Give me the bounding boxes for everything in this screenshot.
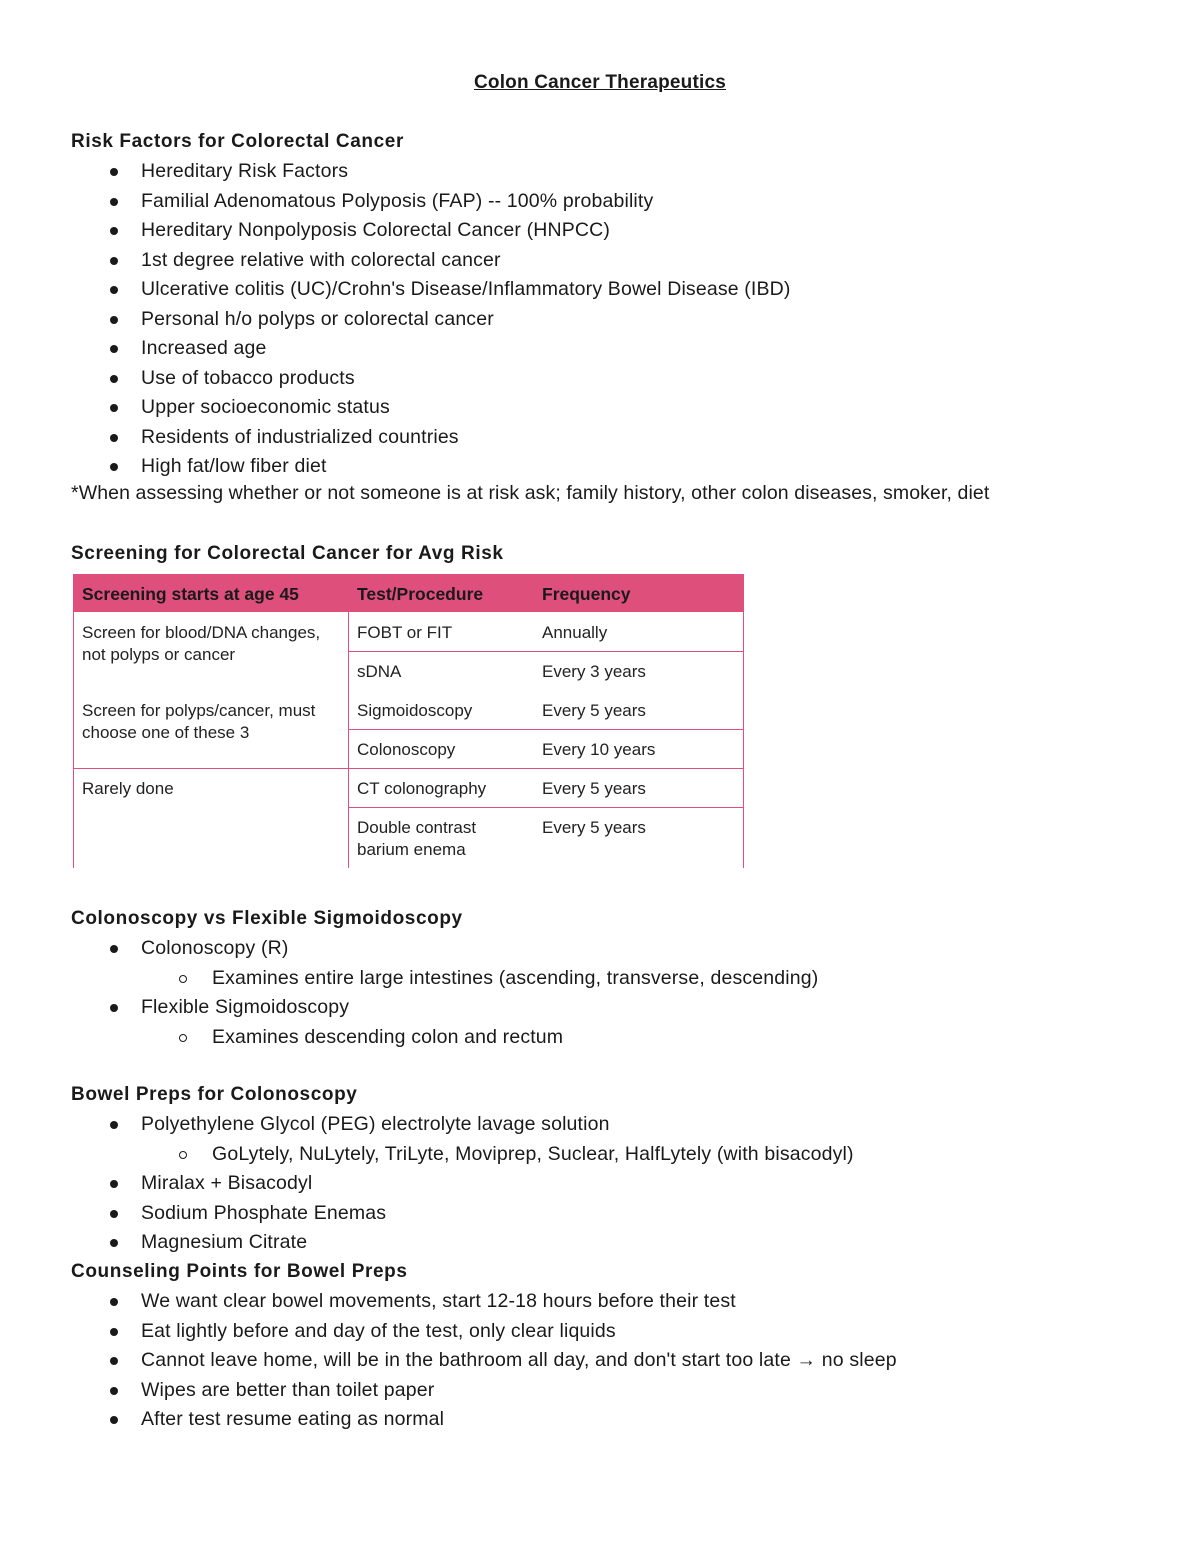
bullet-icon <box>110 1416 118 1424</box>
page-title: Colon Cancer Therapeutics <box>473 72 727 93</box>
list-item: We want clear bowel movements, start 12-18 hours before their test <box>71 1287 897 1317</box>
list-item: Familial Adenomatous Polyposis (FAP) -- 100% probability <box>71 187 791 217</box>
counseling-heading: Counseling Points for Bowel Preps <box>71 1261 408 1282</box>
bullet-icon <box>110 1357 118 1365</box>
sub-bullet-icon <box>179 975 187 983</box>
bullet-icon <box>110 345 118 353</box>
bullet-icon <box>110 1387 118 1395</box>
list-item: Increased age <box>71 334 791 364</box>
test-cell: Sigmoidoscopy <box>357 701 473 720</box>
bowel-preps-heading: Bowel Preps for Colonoscopy <box>71 1084 358 1105</box>
bullet-icon <box>110 463 118 471</box>
list-item: Hereditary Risk Factors <box>71 157 791 187</box>
sub-bullet-icon <box>179 1034 187 1042</box>
list-item: Flexible Sigmoidoscopy <box>71 993 818 1023</box>
list-item: 1st degree relative with colorectal cancer <box>71 246 791 276</box>
list-item: Magnesium Citrate <box>71 1228 854 1258</box>
sub-bullet-icon <box>179 1151 187 1159</box>
bullet-icon <box>110 1239 118 1247</box>
test-cell: FOBT or FIT <box>357 623 453 642</box>
colonoscopy-vs-list <box>71 934 818 1052</box>
screening-table <box>73 574 744 868</box>
risk-factors-list <box>71 157 791 482</box>
bullet-icon <box>110 316 118 324</box>
bullet-icon <box>110 1328 118 1336</box>
frequency-cell: Every 10 years <box>542 740 656 759</box>
list-item: Upper socioeconomic status <box>71 393 791 423</box>
colonoscopy-vs-heading: Colonoscopy vs Flexible Sigmoidoscopy <box>71 908 463 929</box>
list-item: Sodium Phosphate Enemas <box>71 1199 854 1229</box>
column-header: Frequency <box>542 584 631 604</box>
table-border <box>348 729 744 730</box>
bullet-icon <box>110 1298 118 1306</box>
bullet-icon <box>110 375 118 383</box>
bullet-icon <box>110 227 118 235</box>
bullet-icon <box>110 1180 118 1188</box>
list-item: High fat/low fiber diet <box>71 452 791 482</box>
bullet-icon <box>110 434 118 442</box>
bowel-preps-list <box>71 1110 854 1258</box>
bullet-icon <box>110 1004 118 1012</box>
list-item: Cannot leave home, will be in the bathroom all day, and don't start too late → no sleep <box>71 1346 897 1376</box>
group-cell: Rarely done <box>82 779 174 798</box>
frequency-cell: Every 5 years <box>542 701 646 720</box>
counseling-list <box>71 1287 897 1435</box>
list-item: After test resume eating as normal <box>71 1405 897 1435</box>
list-item: Ulcerative colitis (UC)/Crohn's Disease/Inflammatory Bowel Disease (IBD) <box>71 275 791 305</box>
list-item: Examines entire large intestines (ascending, transverse, descending) <box>71 964 818 994</box>
frequency-cell: Every 5 years <box>542 779 646 798</box>
list-item: Personal h/o polyps or colorectal cancer <box>71 305 791 335</box>
group-cell: Screen for polyps/cancer, must choose one of these 3 <box>82 701 316 742</box>
bullet-icon <box>110 945 118 953</box>
bullet-icon <box>110 286 118 294</box>
group-cell: Screen for blood/DNA changes, not polyps or cancer <box>82 623 321 664</box>
list-item: Use of tobacco products <box>71 364 791 394</box>
column-header: Screening starts at age 45 <box>82 584 299 604</box>
bullet-icon <box>110 1121 118 1129</box>
list-item: Colonoscopy (R) <box>71 934 818 964</box>
frequency-cell: Annually <box>542 623 608 642</box>
bullet-icon <box>110 198 118 206</box>
test-cell: CT colonography <box>357 779 487 798</box>
risk-assessment-note: *When assessing whether or not someone is at risk ask; family history, other colon diseases, smoker, diet <box>71 482 990 504</box>
table-border <box>73 612 74 868</box>
test-cell: Colonoscopy <box>357 740 456 759</box>
list-item: Polyethylene Glycol (PEG) electrolyte lavage solution <box>71 1110 854 1140</box>
test-cell: sDNA <box>357 662 402 681</box>
bullet-icon <box>110 257 118 265</box>
list-item: Eat lightly before and day of the test, only clear liquids <box>71 1317 897 1347</box>
frequency-cell: Every 5 years <box>542 818 646 837</box>
table-border <box>348 651 744 652</box>
list-item: Hereditary Nonpolyposis Colorectal Cancer (HNPCC) <box>71 216 791 246</box>
table-border <box>73 768 744 769</box>
list-item: Wipes are better than toilet paper <box>71 1376 897 1406</box>
bullet-icon <box>110 404 118 412</box>
bullet-icon <box>110 1210 118 1218</box>
list-item: GoLytely, NuLytely, TriLyte, Moviprep, Suclear, HalfLytely (with bisacodyl) <box>71 1140 854 1170</box>
list-item: Residents of industrialized countries <box>71 423 791 453</box>
screening-heading: Screening for Colorectal Cancer for Avg Risk <box>71 543 504 564</box>
test-cell: Double contrast barium enema <box>357 818 477 859</box>
list-item: Miralax + Bisacodyl <box>71 1169 854 1199</box>
risk-factors-heading: Risk Factors for Colorectal Cancer <box>71 131 404 152</box>
frequency-cell: Every 3 years <box>542 662 646 681</box>
list-item: Examines descending colon and rectum <box>71 1023 818 1053</box>
table-border <box>348 807 744 808</box>
column-header: Test/Procedure <box>357 584 484 604</box>
bullet-icon <box>110 168 118 176</box>
